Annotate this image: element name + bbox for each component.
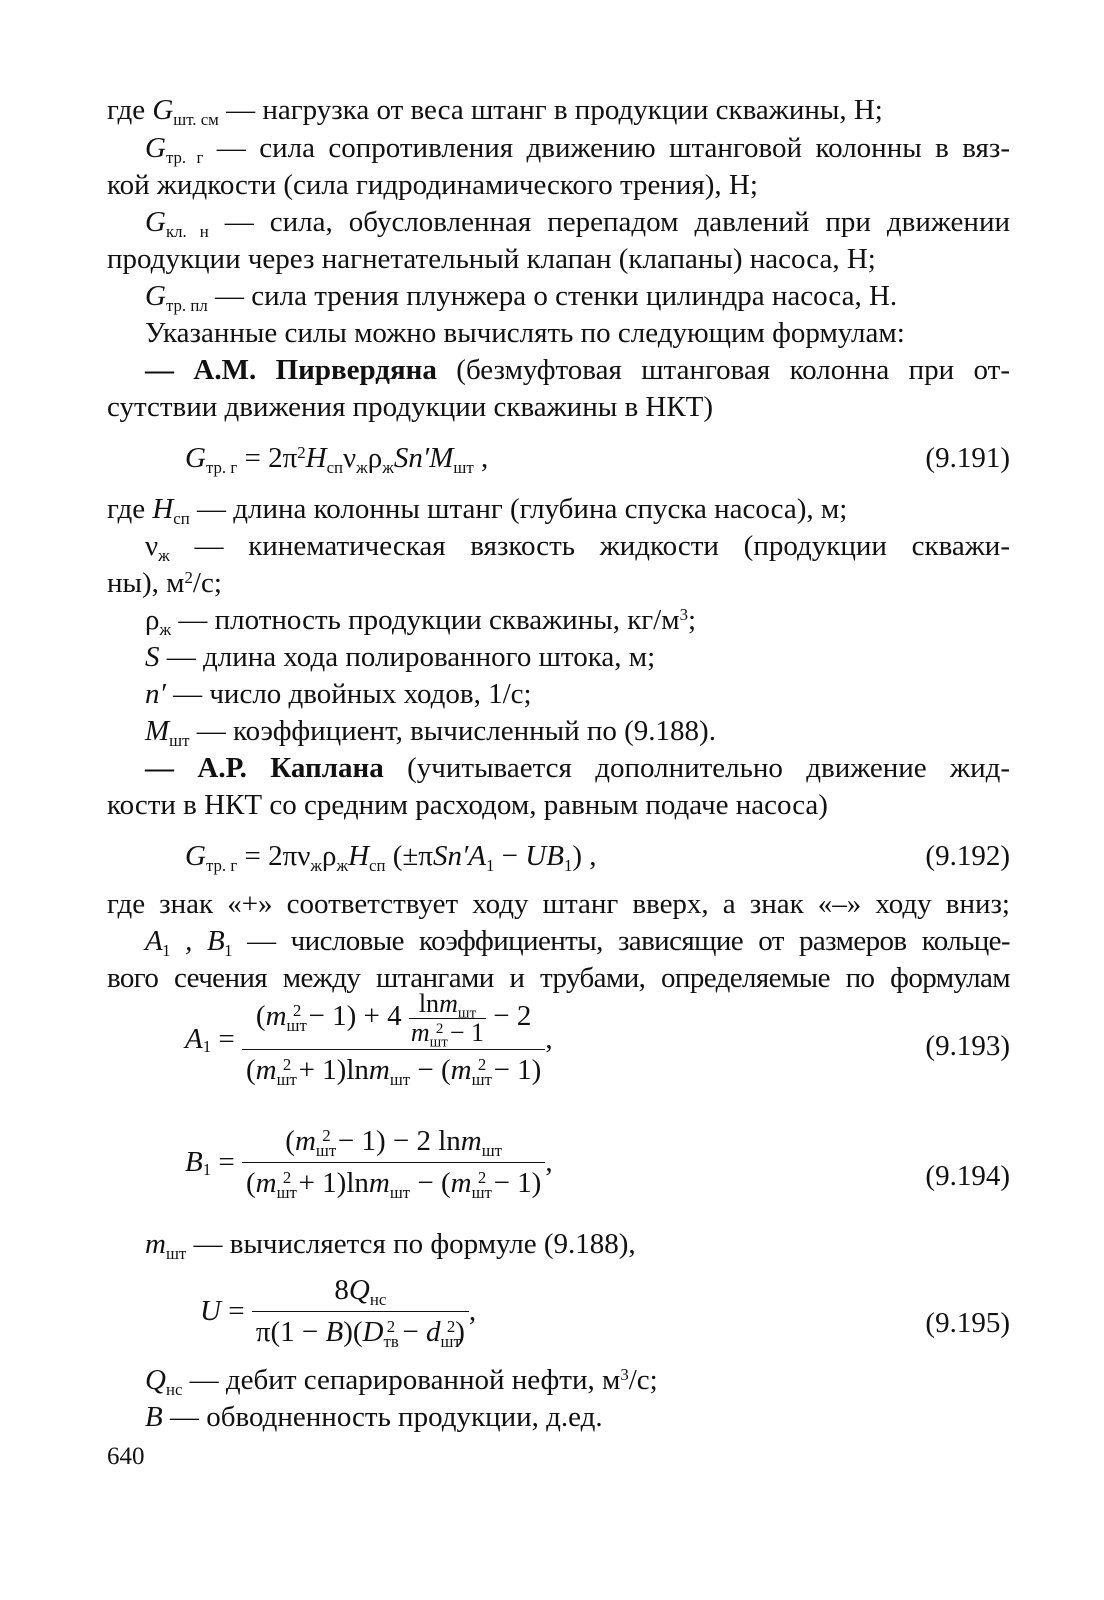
text-line: где $H_{сп}$ — длина колонны штанг (глубина спуска насоса), м; [107, 493, 848, 528]
text-line: Указанные силы можно вычислять по следующим формулам: [145, 317, 905, 349]
equation-9-191: $G_{тр. г} = 2\pi^2H_{сп}\nu_ж\rho_жSn'M_{шт}$ , [185, 442, 489, 477]
text-line: $Q_{нс}$ — дебит сепарированной нефти, $м^3/с$; [145, 1364, 658, 1399]
text-line: — А.М. Пирвердяна (безмуфтовая штанговая колонна при от- [145, 354, 1010, 386]
text-line: $A_1$ , $B_1$ — числовые коэффициенты, зависящие от размеров кольце- [145, 925, 1010, 960]
equation-number: (9.195) [925, 1307, 1010, 1339]
page-number: 640 [107, 1443, 145, 1470]
equation-9-192: $G_{тр. г} = 2\pi\nu_ж\rho_жH_{сп}$ $(\pm\pi Sn'A_1 - UB_1)$ , [185, 840, 597, 875]
text-line: вого сечения между штангами и трубами, определяемые по формулам [107, 962, 1010, 994]
equation-number: (9.191) [925, 442, 1010, 474]
text-line: — А.Р. Каплана (учитывается дополнительно движение жид- [145, 752, 1011, 784]
equation-9-194: $B_1$ = $\frac{(m_{шт}^2 - 1) - 2 \ln m_{шт}}{(m_{шт}^2 + 1)\ln m_{шт} - (m_{шт}^2 - 1)}$ , [185, 1125, 553, 1202]
text-line: $G_{кл. н}$ — сила, обусловленная перепадом давлений при движении [145, 206, 1010, 241]
text-line: ны), $м^2/с$; [107, 567, 222, 599]
text-line: B — обводненность продукции, д.ед. [145, 1401, 603, 1433]
equation-number: (9.192) [925, 840, 1010, 872]
text-line: $G_{тр. г}$ — сила сопротивления движению штанговой колонны в вяз- [145, 132, 1010, 167]
text-line: $\nu_ж$ — кинематическая вязкость жидкости (продукции скважи- [145, 530, 1010, 565]
equation-9-193: $A_1$ = $(m_{шт}^2 - 1) + 4$ $\frac{\ln m_{шт}}{m_{шт}^2 - 1}$ − 2 $(m_{шт}^2 + 1)\ln m_{шт} - (m_{шт}^2 - 1)$ , [185, 989, 553, 1089]
text-line: $G_{тр. пл}$ — сила трения плунжера о стенки цилиндра насоса, Н. [145, 280, 898, 315]
text-line: n′ — число двойных ходов, 1/с; [145, 678, 532, 710]
text-line: продукции через нагнетательный клапан (клапаны) насоса, Н; [107, 243, 876, 275]
equation-9-195: U = $\frac{8Q_{нс}}{\pi(1 - B)(D_{тв}^2 - d_{шт}^2)}$ , [200, 1274, 477, 1351]
text-line: сутствии движения продукции скважины в НКТ) [107, 391, 714, 423]
text-line: где знак «+» соответствует ходу штанг вверх, а знак «–» ходу вниз; [107, 888, 1010, 920]
text-line: кости в НКТ со средним расходом, равным подаче насоса) [107, 789, 828, 821]
text-line: $\rho_ж$ — плотность продукции скважины, $кг/м^3$; [145, 604, 697, 639]
text-line: $m_{шт}$ — вычисляется по формуле (9.188), [145, 1228, 636, 1263]
equation-number: (9.194) [925, 1160, 1010, 1192]
text-line: S — длина хода полированного штока, м; [145, 641, 656, 673]
equation-number: (9.193) [925, 1030, 1010, 1062]
text-line: $M_{шт}$ — коэффициент, вычисленный по (9.188). [145, 715, 716, 750]
text-line: кой жидкости (сила гидродинамического трения), Н; [107, 169, 758, 201]
text-line: где $G_{шт. см}$ — нагрузка от веса штанг в продукции скважины, Н; [107, 94, 883, 129]
